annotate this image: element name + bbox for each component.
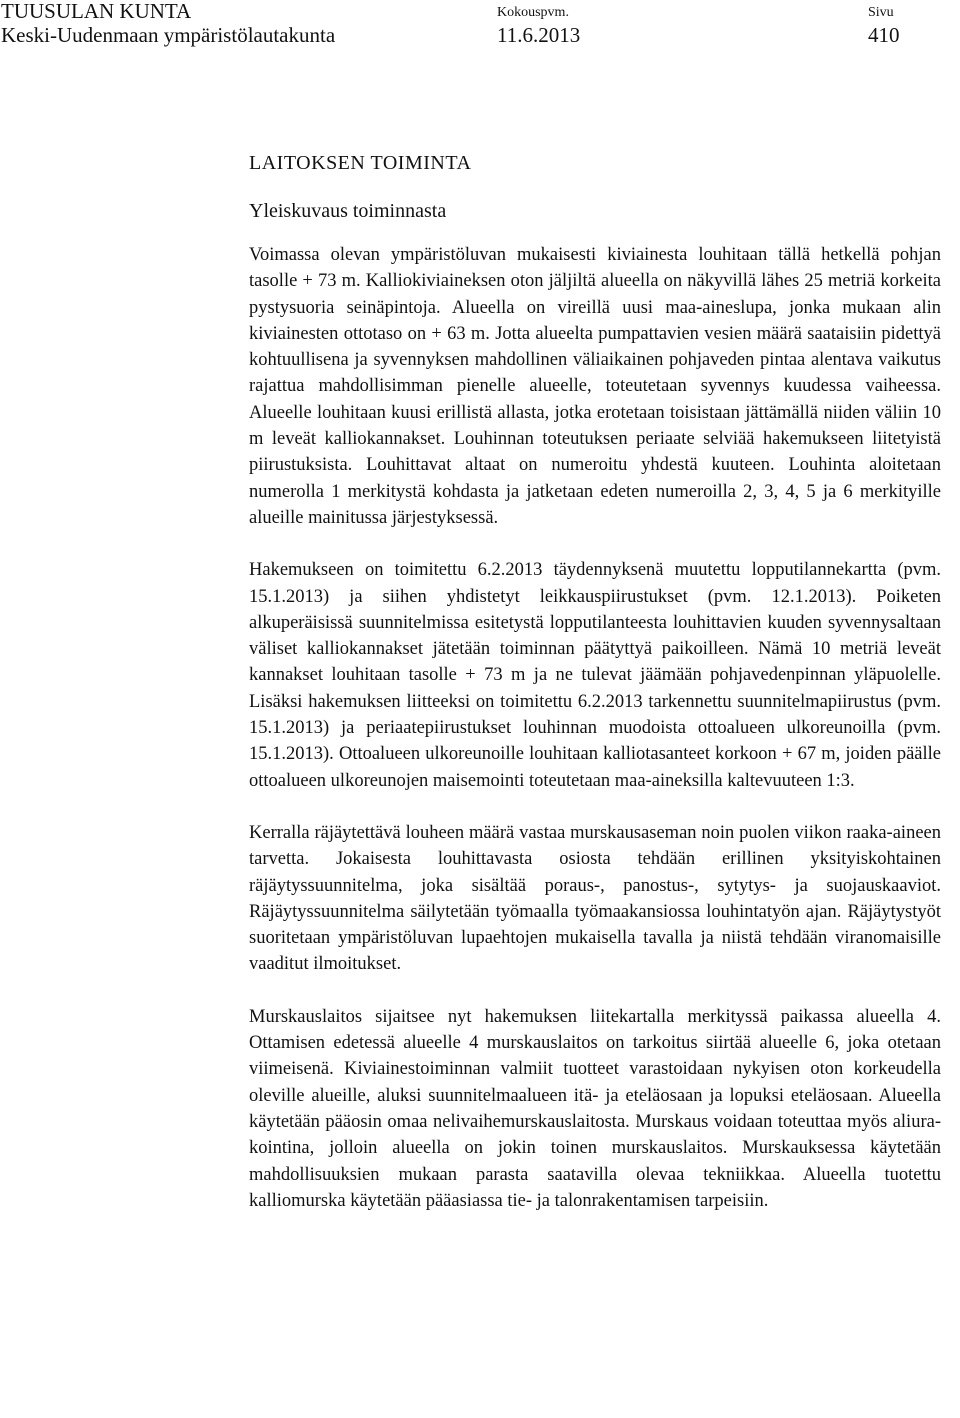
page-number: 410 (868, 23, 900, 47)
meeting-date: 11.6.2013 (497, 23, 581, 47)
page-label: Sivu (868, 5, 894, 20)
organization-name: TUUSULAN KUNTA (1, 0, 192, 23)
document-body (249, 150, 941, 1214)
paragraph-supplementary-drawings: Hakemukseen on toimitettu 6.2.2013 täydennyksenä muutettu lopputilannekartta (pvm. 15.1.2013) ja siihen yhdistetyt leikkauspiirustukset (pvm. 12.1.2013). Poiketen alkuperäisissä suunnitelmissa esitetystä lopputilanteesta louhittavien kuuden syvennysaltaan väliset kalliokannakset jätetään toiminnan päätyttyä paikoilleen. Nämä 10 metriä leveät kannakset louhitaan tasolle + 73 m ja ne tulevat jäämään pohjavedenpinnan yläpuolelle. Lisäksi hakemuksen liitteeksi on toimitettu 6.2.2013 tarkennettu suunnitelmapiirustus (pvm. 15.1.2013) ja periaatepiirustukset louhinnan muodoista ottoalueen ulkoreunoilla (pvm. 15.1.2013). Ottoalueen ulkoreunoille louhitaan kalliotasanteet korkoon + 67 m, joiden päälle ottoalueen ulkoreunojen maisemointi toteutetaan maa-aineksilla kaltevuuteen 1:3. (249, 560, 941, 791)
paragraph-crushing-plant: Murskauslaitos sijaitsee nyt hakemuksen liitekartalla merkityssä paikassa alueella 4. Ottamisen edetessä alueelle 4 murskauslaitos on tarkoitus siirtää alueelle 6, joka otetaan viimeisenä. Kiviainestoiminnan valmiit tuotteet varastoidaan nykyisen oton korkeudella oleville alueille, aluksi suunnitelmaalueen itä- ja eteläosaan ja lopuksi eteläosaan. Alueella käytetään pääosin omaa nelivaihemurskauslaitosta. Murskaus voidaan toteuttaa myös aliurakointina, jolloin alueella on jokin toinen murskauslaitos. Murskauksessa käytetään mahdollisuuksien mukaan parasta saatavilla olevaa tekniikkaa. Alueella tuotettu kalliomurska käytetään pääasiassa tie- ja talonrakentamisen tarpeisiin. (249, 1006, 941, 1211)
meeting-date-label: Kokouspvm. (497, 5, 569, 20)
page-header (0, 0, 960, 50)
section-title: LAITOKSEN TOIMINTA (249, 152, 472, 174)
paragraph-operation-overview: Voimassa olevan ympäristöluvan mukaisesti kiviainesta louhitaan tällä hetkellä pohjan tasolle + 73 m. Kalliokiviaineksen oton jäljiltä alueella on näkyvillä lähes 25 metriä korkeita pystysuoria seinäpintoja. Alueella on vireillä uusi maa-aineslupa, jonka mukaan alin kiviainesten ottotaso on + 63 m. Jotta alueelta pumpattavien vesien määrä saataisiin pidettyä kohtuullisena ja syvennyksen mahdollinen väliaikainen pohjaveden pintaa alentava vaikutus rajattua mahdollisimman pienelle alueelle, toteutetaan syvennys kuudessa vaiheessa. Alueelle louhitaan kuusi erillistä allasta, jotka erotetaan toisistaan jättämällä niiden väliin 10 m leveät kalliokannakset. Louhinnan toteutuksen periaate selviää hakemukseen liitetyistä piirustuksista. Louhittavat altaat on numeroitu yhdestä kuuteen. Louhinta aloitetaan numerolla 1 merkitystä kohdasta ja jatketaan edeten numeroilla 2, 3, 4, 5 ja 6 merkityille alueille mainitussa järjestyksessä. (249, 245, 941, 528)
department-name: Keski-Uudenmaan ympäristölautakunta (1, 23, 336, 47)
paragraph-blasting: Kerralla räjäytettävä louheen määrä vastaa murskausaseman noin puolen viikon raaka-aineen tarvetta. Jokaisesta louhittavasta osiosta tehdään erillinen yksityiskohtainen räjäytyssuunnitelma, joka sisältää poraus-, panostus-, sytytys- ja suojauskaaviot. Räjäytyssuunnitelma säilytetään työmaalla työmaakansiossa louhintatyön ajan. Räjäytystyöt suoritetaan ympäristöluvan lupaehtojen mukaisella tavalla ja niistä tehdään viranomaisille vaaditut ilmoitukset. (249, 822, 941, 975)
subsection-title: Yleiskuvaus toiminnasta (249, 200, 447, 222)
